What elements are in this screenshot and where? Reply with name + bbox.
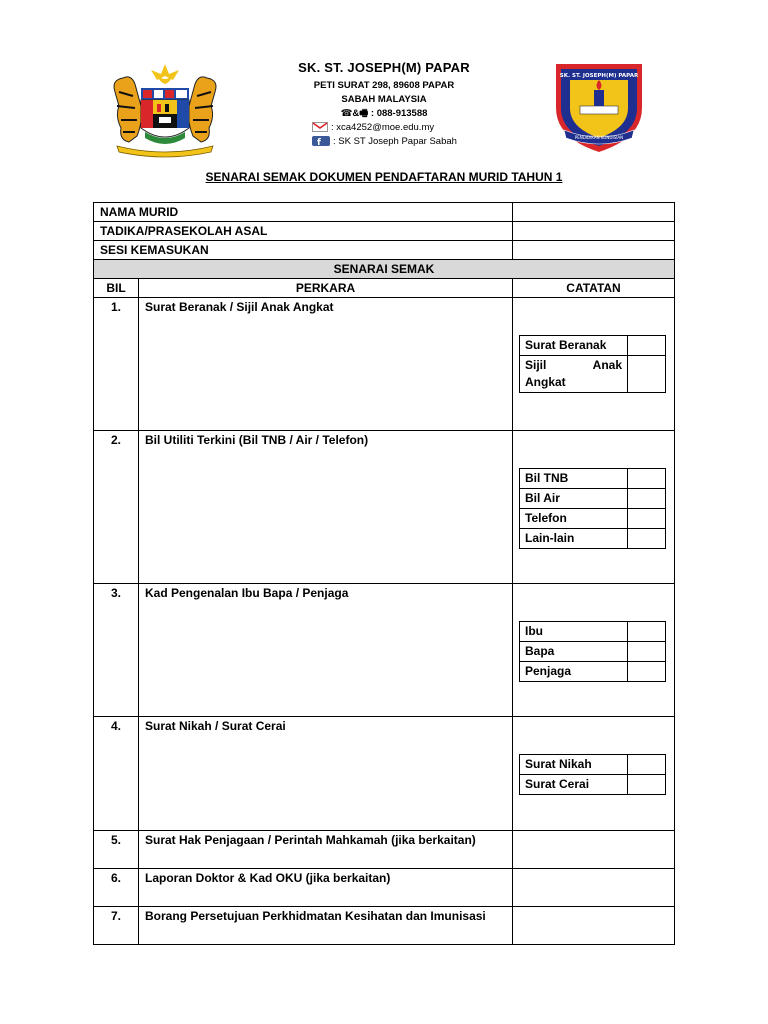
phone-number: : 088-913588 — [368, 108, 428, 119]
table-row — [94, 907, 675, 945]
item-text: Bil Utiliti Terkini (Bil TNB / Air / Telefon) — [139, 431, 513, 584]
checkbox-cell[interactable] — [628, 622, 666, 642]
table-row — [94, 584, 675, 717]
student-field-row — [94, 203, 675, 222]
checklist-label: Surat Cerai — [520, 775, 628, 795]
checkbox-cell[interactable] — [628, 642, 666, 662]
item-catatan — [513, 584, 675, 717]
catatan-checklist — [519, 621, 666, 682]
checkbox-cell[interactable] — [628, 755, 666, 775]
phone-line — [250, 107, 518, 121]
address-line-1: PETI SURAT 298, 89608 PAPAR — [313, 80, 455, 91]
table-row — [94, 717, 675, 831]
checkbox-cell[interactable] — [628, 529, 666, 549]
document-title: SENARAI SEMAK DOKUMEN PENDAFTARAN MURID TAHUN 1 — [205, 170, 563, 184]
item-catatan[interactable] — [513, 907, 675, 945]
student-field-row — [94, 222, 675, 241]
school-badge-logo — [550, 58, 648, 154]
item-number: 2. — [94, 431, 139, 584]
facebook-icon — [312, 136, 330, 146]
item-catatan[interactable] — [513, 869, 675, 907]
school-name: SK. ST. JOSEPH(M) PAPAR — [298, 60, 470, 75]
item-number: 1. — [94, 298, 139, 431]
checkbox-cell[interactable] — [628, 509, 666, 529]
field-value-nama-murid[interactable] — [513, 203, 675, 222]
facebook-line — [250, 135, 518, 149]
facebook-page: : SK ST Joseph Papar Sabah — [333, 136, 457, 147]
address-line-2: SABAH MALAYSIA — [341, 94, 427, 105]
catatan-checklist — [519, 468, 666, 549]
table-row — [94, 298, 675, 431]
checkbox-cell[interactable] — [628, 662, 666, 682]
item-number: 7. — [94, 907, 139, 945]
item-catatan — [513, 298, 675, 431]
checkbox-cell[interactable] — [628, 489, 666, 509]
email-icon — [312, 122, 328, 132]
catatan-checklist — [519, 754, 666, 795]
checklist-table — [93, 202, 675, 945]
coat-of-arms-logo — [107, 62, 223, 158]
email-line — [250, 121, 518, 135]
column-header-row — [94, 279, 675, 298]
email-address: : xca4252@moe.edu.my — [331, 122, 435, 133]
checklist-label: Surat Beranak — [520, 336, 628, 356]
badge-text: SK. ST. JOSEPH(M) PAPAR — [559, 73, 639, 79]
catatan-checklist — [519, 335, 666, 393]
field-value-tadika[interactable] — [513, 222, 675, 241]
item-number: 3. — [94, 584, 139, 717]
letterhead — [0, 0, 768, 160]
checklist-label: Penjaga — [520, 662, 628, 682]
field-label-tadika: TADIKA/PRASEKOLAH ASAL — [94, 222, 513, 241]
checklist-label: Surat Nikah — [520, 755, 628, 775]
item-text: Surat Nikah / Surat Cerai — [139, 717, 513, 831]
table-row — [94, 869, 675, 907]
checklist-label: Ibu — [520, 622, 628, 642]
checkbox-cell[interactable] — [628, 775, 666, 795]
checkbox-cell[interactable] — [628, 336, 666, 356]
item-catatan — [513, 431, 675, 584]
checklist-label: Lain-lain — [520, 529, 628, 549]
field-value-sesi[interactable] — [513, 241, 675, 260]
column-header-bil: BIL — [94, 279, 139, 298]
checklist-label: Sijil Anak Angkat — [520, 356, 628, 393]
checklist-label: Bil TNB — [520, 469, 628, 489]
checkbox-cell[interactable] — [628, 356, 666, 393]
item-text: Laporan Doktor & Kad OKU (jika berkaitan) — [139, 869, 513, 907]
column-header-perkara: PERKARA — [139, 279, 513, 298]
table-row — [94, 831, 675, 869]
checklist-label: Bil Air — [520, 489, 628, 509]
item-number: 5. — [94, 831, 139, 869]
checklist-label: Bapa — [520, 642, 628, 662]
checkbox-cell[interactable] — [628, 469, 666, 489]
item-number: 4. — [94, 717, 139, 831]
item-catatan[interactable] — [513, 831, 675, 869]
item-number: 6. — [94, 869, 139, 907]
section-header-row — [94, 260, 675, 279]
badge-motto: PENDIDIKAN KONDISIAN — [574, 135, 624, 140]
phone-fax-icon: ☎&🖷 — [340, 108, 369, 119]
item-text: Kad Pengenalan Ibu Bapa / Penjaga — [139, 584, 513, 717]
item-text: Surat Hak Penjagaan / Perintah Mahkamah (jika berkaitan) — [139, 831, 513, 869]
table-row — [94, 431, 675, 584]
field-label-sesi: SESI KEMASUKAN — [94, 241, 513, 260]
section-title: SENARAI SEMAK — [94, 260, 675, 279]
checklist-label: Telefon — [520, 509, 628, 529]
field-label-nama-murid: NAMA MURID — [94, 203, 513, 222]
item-text: Surat Beranak / Sijil Anak Angkat — [139, 298, 513, 431]
item-catatan — [513, 717, 675, 831]
column-header-catatan: CATATAN — [513, 279, 675, 298]
item-text: Borang Persetujuan Perkhidmatan Kesihatan dan Imunisasi — [139, 907, 513, 945]
student-field-row — [94, 241, 675, 260]
svg-text:f: f — [317, 138, 321, 147]
